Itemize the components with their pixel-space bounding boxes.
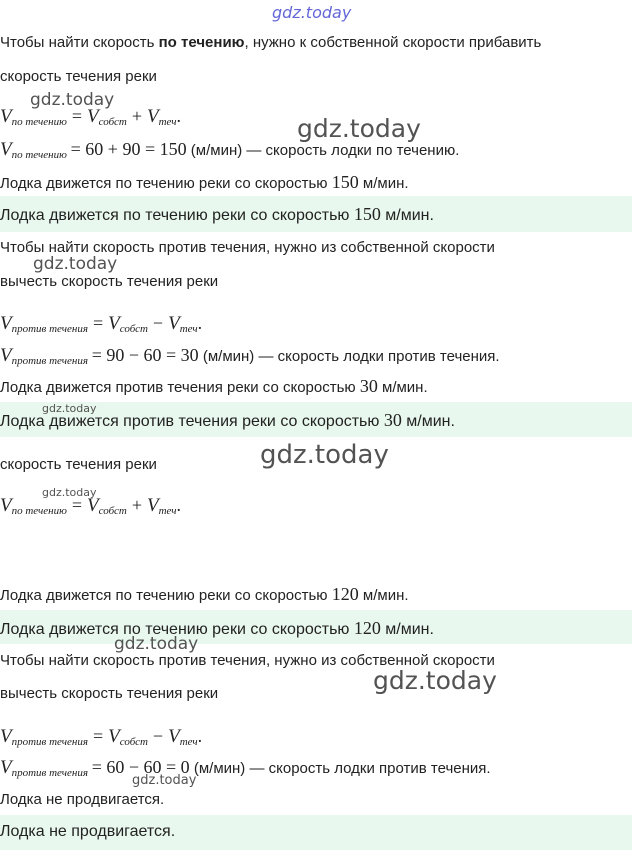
bold-term: по течению: [158, 34, 245, 51]
watermark: gdz.today: [132, 773, 197, 788]
answer-text: Лодка движется по течению реки со скоростью 120 м/мин.: [0, 618, 434, 638]
formula-upstream-2: $V_{против течения} = V_{собст} - V_{теч}$.: [0, 726, 203, 748]
result-downstream-2: Лодка движется по течению реки со скоростью 120 м/мин.: [0, 584, 409, 604]
watermark: gdz.today: [373, 666, 497, 695]
answer-box-downstream: [0, 196, 632, 232]
text: , нужно к собственной скорости прибавить: [244, 34, 542, 51]
paragraph-upstream-intro-cont: вычесть скорость течения реки: [0, 273, 219, 290]
answer-text: Лодка движется против течения реки со скоростью 30 м/мин.: [0, 410, 455, 430]
watermark: gdz.today: [297, 114, 421, 143]
paragraph-downstream-intro-cont-2: скорость течения реки: [0, 456, 157, 473]
watermark: gdz.today: [260, 440, 389, 470]
formula-upstream: $V_{против течения} = V_{собст} - V_{теч}$.: [0, 313, 203, 335]
result-downstream: Лодка движется по течению реки со скоростью 150 м/мин.: [0, 172, 409, 192]
watermark: gdz.today: [30, 90, 115, 110]
result-upstream-2: Лодка не продвигается.: [0, 791, 165, 808]
answer-text: Лодка движется по течению реки со скоростью 150 м/мин.: [0, 204, 434, 224]
result-upstream: Лодка движется против течения реки со скоростью 30 м/мин.: [0, 376, 428, 396]
paragraph-upstream-intro-cont-2: вычесть скорость течения реки: [0, 685, 219, 702]
formula-downstream-calc: $V_{по течению} = 60 + 90 = 150$ (м/мин) — скорость лодки по течению.: [0, 139, 460, 161]
paragraph-downstream-intro: [0, 33, 541, 53]
paragraph-upstream-intro: Чтобы найти скорость против течения, нужно из собственной скорости: [0, 239, 495, 256]
formula-downstream-2: $V_{по течению} = V_{собст} + V_{теч}$.: [0, 495, 182, 517]
formula-downstream: $V_{по течению} = V_{собст} + V_{теч}$.: [0, 106, 182, 128]
formula-upstream-calc-2: $V_{против течения} = 60 - 60 = 0$ (м/мин) — скорость лодки против течения.: [0, 757, 491, 779]
formula-upstream-calc: $V_{против течения} = 90 - 60 = 30$ (м/мин) — скорость лодки против течения.: [0, 345, 500, 367]
answer-text: Лодка не продвигается.: [0, 823, 176, 840]
watermark: gdz.today: [114, 634, 199, 654]
answer-box-downstream-2: [0, 610, 632, 644]
watermark: gdz.today: [42, 486, 97, 499]
answer-box-upstream-2: [0, 815, 632, 850]
watermark: gdz.today: [33, 254, 118, 274]
watermark: gdz.today: [42, 402, 97, 415]
watermark-logo: gdz.today: [272, 3, 352, 22]
paragraph-downstream-intro-cont: скорость течения реки: [0, 68, 157, 85]
paragraph-upstream-intro-2: Чтобы найти скорость против течения, нужно из собственной скорости: [0, 652, 495, 669]
text: Чтобы найти скорость: [0, 34, 159, 51]
